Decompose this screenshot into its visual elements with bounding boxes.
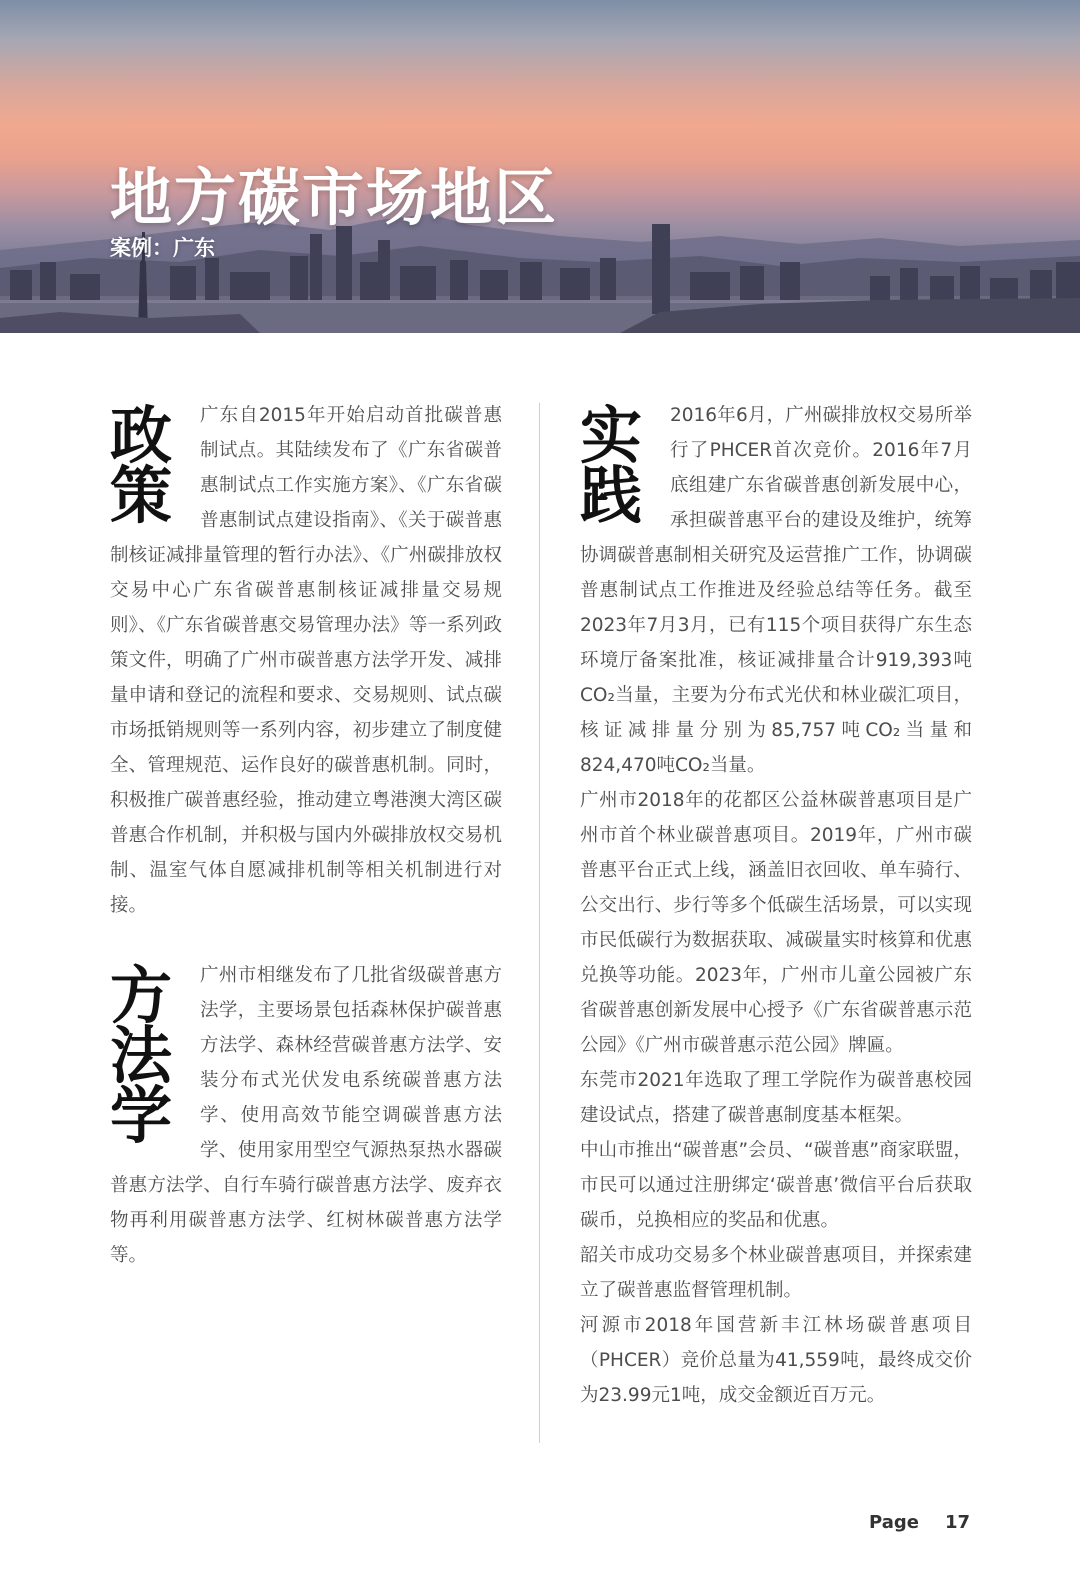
methodology-heading-char: 方 — [110, 959, 173, 1032]
practice-paragraph: 河源市2018年国营新丰江林场碳普惠项目（PHCER）竞价总量为41,559吨，最终成交价为23.99元1吨，成交金额近百万元。 — [580, 1315, 972, 1406]
policy-heading — [110, 399, 173, 532]
hero-banner — [0, 0, 1080, 333]
methodology-heading-char: 学 — [110, 1079, 173, 1152]
practice-section — [580, 398, 972, 1413]
page-subtitle: 案例：广东 — [110, 236, 215, 260]
practice-paragraph: 中山市推出“碳普惠”会员、“碳普惠”商家联盟，市民可以通过注册绑定‘碳普惠’微信平台后获取碳币，兑换相应的奖品和优惠。 — [580, 1140, 972, 1231]
right-column — [580, 398, 972, 1413]
page-title: 地方碳市场地区 — [110, 161, 559, 234]
practice-heading-char: 实 — [580, 399, 643, 472]
methodology-heading — [110, 959, 173, 1152]
column-divider — [539, 403, 540, 1443]
policy-text: 广东自2015年开始启动首批碳普惠制试点。其陆续发布了《广东省碳普惠制试点工作实施方案》、《广东省碳普惠制试点建设指南》、《关于碳普惠制核证减排量管理的暂行办法》、《广州碳排放权交易中心广东省碳普惠制核证减排量交易规则》、《广东省碳普惠交易管理办法》等一系列政策文件，明确了广州市碳普惠方法学开发、减排量申请和登记的流程和要求、交易规则、试点碳市场抵销规则等一系列内容，初步建立了制度健全、管理规范、运作良好的碳普惠机制。同时，积极推广碳普惠经验，推动建立粤港澳大湾区碳普惠合作机制，并积极与国内外碳排放权交易机制、温室气体自愿减排机制等相关机制进行对接。 — [110, 405, 502, 916]
practice-paragraph: 韶关市成功交易多个林业碳普惠项目，并探索建立了碳普惠监督管理机制。 — [580, 1245, 972, 1301]
policy-heading-char: 策 — [110, 459, 173, 532]
practice-heading — [580, 399, 643, 532]
methodology-section — [110, 958, 502, 1273]
practice-paragraph: 广州市2018年的花都区公益林碳普惠项目是广州市首个林业碳普惠项目。2019年，广州市碳普惠平台正式上线，涵盖旧衣回收、单车骑行、公交出行、步行等多个低碳生活场景，可以实现市民低碳行为数据获取、减碳量实时核算和优惠兑换等功能。2023年，广州市儿童公园被广东省碳普惠创新发展中心授予《广东省碳普惠示范公园》《广州市碳普惠示范公园》牌匾。 — [580, 790, 972, 1056]
left-column — [110, 398, 502, 1273]
policy-heading-char: 政 — [110, 399, 173, 472]
page-number — [869, 1512, 970, 1533]
page-label: Page — [868, 1512, 919, 1533]
practice-paragraph: 2016年6月，广州碳排放权交易所举行了PHCER首次竞价。2016年7月底组建广东省碳普惠创新发展中心，承担碳普惠平台的建设及维护，统筹协调碳普惠制相关研究及运营推广工作，协调碳普惠制试点工作推进及经验总结等任务。截至2023年7月3月，已有115个项目获得广东生态环境厅备案批准，核证减排量合计919,393吨CO₂当量，主要为分布式光伏和林业碳汇项目，核证减排量分别为85,757吨CO₂当量和824,470吨CO₂当量。 — [580, 405, 972, 776]
section-gap — [110, 923, 502, 958]
policy-section — [110, 398, 502, 923]
methodology-heading-char: 法 — [110, 1019, 173, 1092]
methodology-text: 广州市相继发布了几批省级碳普惠方法学，主要场景包括森林保护碳普惠方法学、森林经营碳普惠方法学、安装分布式光伏发电系统碳普惠方法学、使用高效节能空调碳普惠方法学、使用家用型空气源热泵热水器碳普惠方法学、自行车骑行碳普惠方法学、废弃衣物再利用碳普惠方法学、红树林碳普惠方法学等。 — [110, 965, 502, 1266]
page-number-value: 17 — [944, 1512, 970, 1533]
practice-paragraph: 东莞市2021年选取了理工学院作为碳普惠校园建设试点，搭建了碳普惠制度基本框架。 — [580, 1070, 972, 1126]
practice-heading-char: 践 — [580, 459, 643, 532]
